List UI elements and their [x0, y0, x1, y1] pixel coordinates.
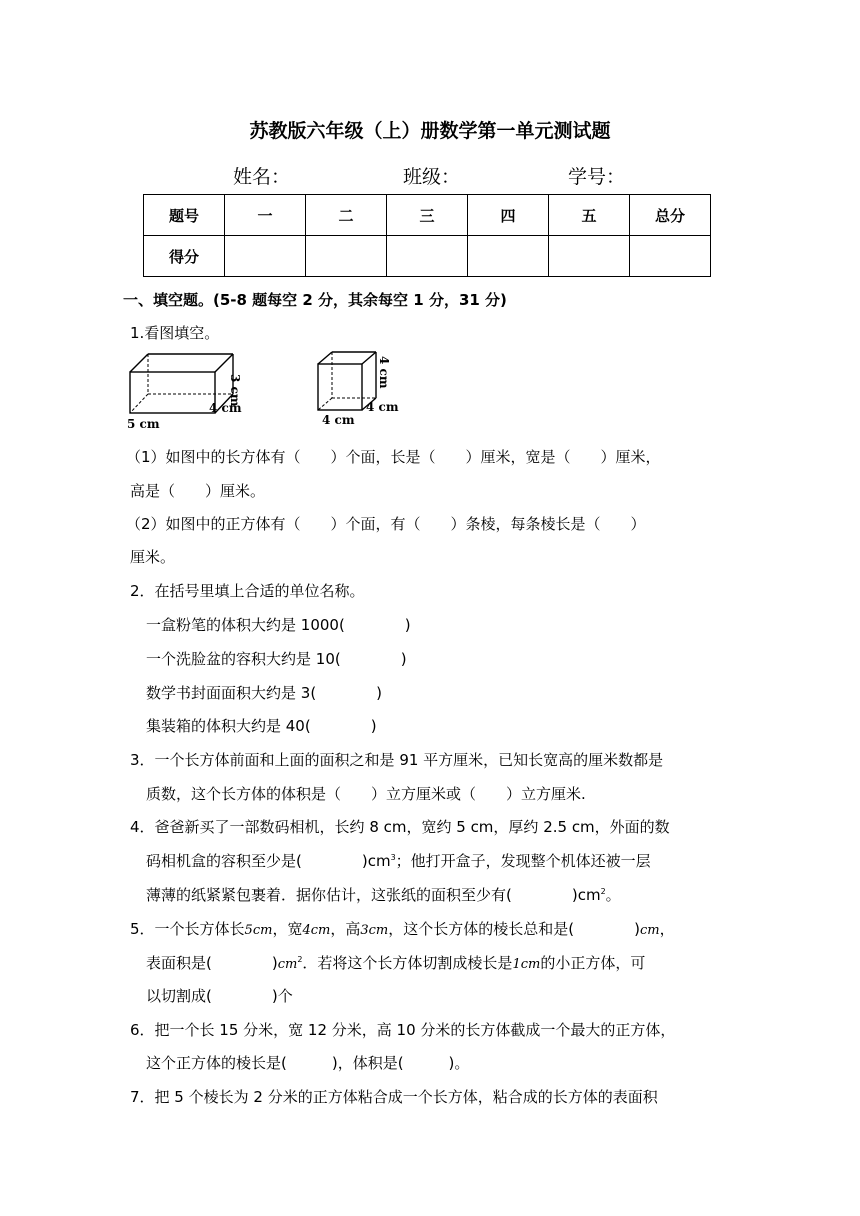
question-5-line-3: 以切割成( )个 — [146, 987, 293, 1005]
q5-text: ．若将这个长方体切割成棱长是 — [302, 954, 513, 972]
name-label: 姓名： — [233, 166, 291, 188]
question-3-line-1: 3．一个长方体前面和上面的面积之和是 91 平方厘米，已知长宽高的厘米数都是 — [130, 751, 664, 769]
cube-width-label: 4 cm — [366, 400, 399, 414]
score-header-cell: 总分 — [630, 195, 711, 236]
unit-cm: cm — [639, 923, 660, 938]
square-superscript: 2 — [600, 887, 606, 896]
score-cell[interactable] — [387, 236, 468, 277]
question-2-item: 数学书封面面积大约是 3( ) — [146, 684, 383, 702]
question-5-line-1 — [130, 918, 675, 939]
score-header-cell: 四 — [468, 195, 549, 236]
score-header-cell: 三 — [387, 195, 468, 236]
score-row-label: 得分 — [144, 236, 225, 277]
score-table-score-row — [144, 236, 711, 277]
question-1-part-2-line-1: （2）如图中的正方体有（ ）个面，有（ ）条棱，每条棱长是（ ） — [126, 515, 646, 533]
score-header-cell: 二 — [306, 195, 387, 236]
question-2-item: 集装箱的体积大约是 40( ) — [146, 717, 377, 735]
q4-line2-text-b: ；他打开盒子，发现整个机体还被一层 — [395, 852, 651, 870]
q5-text: 的小正方体，可 — [540, 954, 646, 972]
q5-text: 5．一个长方体长 — [130, 920, 245, 938]
question-1-part-1-line-2: 高是（ ）厘米。 — [130, 482, 266, 500]
width-value: 4cm — [302, 923, 331, 938]
question-6-line-2: 这个正方体的棱长是( )，体积是( )。 — [146, 1054, 470, 1072]
question-2-title: 2．在括号里填上合适的单位名称。 — [130, 582, 365, 600]
q5-text: ， — [659, 920, 675, 938]
score-table-header-row — [144, 195, 711, 236]
section-heading: 一、填空题。(5-8 题每空 2 分，其余每空 1 分，31 分) — [123, 291, 507, 309]
page-title: 苏教版六年级（上）册数学第一单元测试题 — [249, 120, 611, 142]
question-2-item: 一个洗脸盆的容积大约是 10( ) — [146, 650, 407, 668]
question-6-line-1: 6．把一个长 15 分米，宽 12 分米，高 10 分米的长方体截成一个最大的正方体， — [130, 1021, 676, 1039]
question-3-line-2: 质数，这个长方体的体积是（ ）立方厘米或（ ）立方厘米. — [146, 785, 586, 803]
score-cell[interactable] — [630, 236, 711, 277]
student-number-label: 学号： — [568, 166, 626, 188]
question-1-part-2-line-2: 厘米。 — [130, 548, 176, 566]
unit-cm2: cm — [277, 957, 298, 972]
question-1-part-1-line-1: （1）如图中的长方体有（ ）个面，长是（ ）厘米，宽是（ ）厘米， — [126, 448, 661, 466]
question-4-line-3 — [146, 884, 621, 905]
cuboid-length-label: 5 cm — [127, 417, 160, 430]
q5-text: 表面积是( ) — [146, 954, 278, 972]
score-cell[interactable] — [225, 236, 306, 277]
class-label: 班级： — [403, 166, 461, 188]
cuboid-figure — [125, 348, 250, 430]
cuboid-width-label: 4 cm — [209, 401, 242, 415]
question-1-title: 1.看图填空。 — [130, 324, 220, 342]
cuboid-height-label: 3 cm — [228, 374, 242, 407]
cube-figure — [300, 348, 410, 426]
question-4-line-1: 4．爸爸新买了一部数码相机，长约 8 cm，宽约 5 cm，厚约 2.5 cm，外面的数 — [130, 818, 670, 836]
cube-length-label: 4 cm — [322, 413, 355, 426]
q5-text: ，这个长方体的棱长总和是( ) — [388, 920, 640, 938]
q4-line3-text-b: 。 — [605, 886, 621, 904]
square-superscript: 2 — [297, 955, 303, 964]
q5-text: ，宽 — [272, 920, 303, 938]
q4-line3-text-a: 薄薄的纸紧紧包裹着．据你估计，这张纸的面积至少有( )cm — [146, 886, 601, 904]
score-header-cell: 一 — [225, 195, 306, 236]
q4-line2-text-a: 码相机盒的容积至少是( )cm — [146, 852, 391, 870]
q5-text: ，高 — [330, 920, 361, 938]
score-header-cell: 题号 — [144, 195, 225, 236]
score-cell[interactable] — [306, 236, 387, 277]
question-7-line-1: 7．把 5 个棱长为 2 分米的正方体粘合成一个长方体，粘合成的长方体的表面积 — [130, 1088, 658, 1106]
score-cell[interactable] — [468, 236, 549, 277]
question-5-line-2 — [146, 952, 645, 973]
score-header-cell: 五 — [549, 195, 630, 236]
score-table — [143, 194, 711, 277]
question-4-line-2 — [146, 850, 651, 871]
length-value: 5cm — [244, 923, 273, 938]
question-2-item: 一盒粉笔的体积大约是 1000( ) — [146, 616, 411, 634]
score-cell[interactable] — [549, 236, 630, 277]
cube-edge-value: 1cm — [512, 957, 541, 972]
cubic-superscript: 3 — [390, 853, 396, 862]
height-value: 3cm — [360, 923, 389, 938]
cube-height-label: 4 cm — [377, 356, 391, 389]
